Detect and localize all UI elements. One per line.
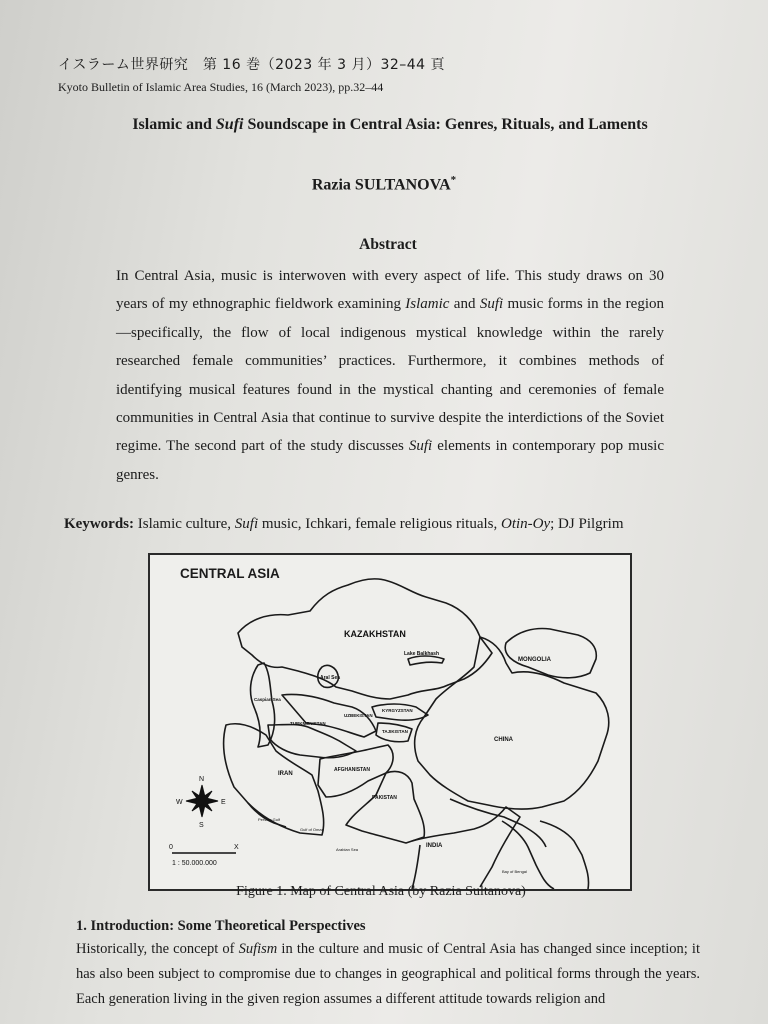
- title-part-2: Soundscape in Central Asia: Genres, Rituals, and Laments: [243, 116, 648, 133]
- abstract-italic-3: Sufi: [408, 438, 433, 455]
- label-persian-gulf: Persian Gulf: [258, 817, 281, 822]
- label-iran: IRAN: [278, 771, 293, 777]
- label-gulf-of-oman: Gulf of Oman: [300, 827, 324, 832]
- abstract-italic-2: Sufi: [479, 296, 504, 313]
- abstract-text-1: In Central Asia, music is interwoven with every aspect of life. This study draws on 30 years of my ethnographic fieldwork examining: [116, 268, 664, 313]
- persian-gulf-coast: [248, 803, 286, 827]
- caspian-sea-outline: [251, 663, 275, 747]
- label-bay-of-bengal: Bay of Bengal: [502, 869, 527, 874]
- author-name: [0, 174, 768, 194]
- label-mongolia: MONGOLIA: [518, 657, 551, 663]
- abstract-body: [116, 262, 664, 489]
- abstract-text-4: elements in contemporary pop music genres.: [116, 438, 665, 483]
- label-india: INDIA: [426, 843, 443, 849]
- figure-caption: Figure 1. Map of Central Asia (by Razia Sultanova): [236, 884, 526, 899]
- map-drawing: [150, 555, 630, 889]
- central-asia-map-figure: [148, 553, 632, 891]
- title-part-1: Islamic and: [132, 116, 216, 133]
- label-kyrgyzstan: KYRGYZSTAN: [382, 708, 413, 713]
- keywords-line: [64, 516, 744, 533]
- label-turkmenistan: TURKMENISTAN: [290, 721, 326, 726]
- section-heading-introduction: 1. Introduction: Some Theoretical Perspectives: [76, 918, 366, 934]
- keyword-text-3: ; DJ Pilgrim: [550, 516, 624, 532]
- keyword-text-2: music, Ichkari, female religious rituals,: [258, 516, 501, 532]
- label-arabian-sea: Arabian Sea: [336, 847, 359, 852]
- mongolia-outline: [505, 629, 596, 678]
- compass-rose: [186, 785, 218, 817]
- keywords-label: Keywords:: [64, 516, 134, 532]
- compass-s: S: [199, 822, 204, 829]
- abstract-heading: Abstract: [359, 236, 417, 253]
- keyword-italic-2: Otin-Oy: [500, 516, 551, 532]
- paper-title: [40, 116, 740, 134]
- compass-n: N: [199, 776, 205, 783]
- intro-text-2: in the culture and music of Central Asia has changed since inception; it has also been subject to compromise due to changes in geographical and political forms through the years. Each generation living in the given region assumes a different attitude towards religion and: [76, 941, 700, 1007]
- keyword-text-1: Islamic culture,: [134, 516, 235, 532]
- author-text: Razia SULTANOVA: [311, 176, 451, 194]
- label-aral-sea: Aral Sea: [320, 675, 341, 681]
- label-kazakhstan: KAZAKHSTAN: [344, 629, 406, 639]
- abstract-italic-1: Islamic: [405, 296, 450, 313]
- keyword-italic-1: Sufi: [234, 516, 259, 532]
- journal-header-english: Kyoto Bulletin of Islamic Area Studies, 16 (March 2023), pp.32–44: [58, 80, 384, 94]
- label-tajikistan: TAJIKISTAN: [382, 729, 408, 734]
- map-title: CENTRAL ASIA: [180, 566, 280, 581]
- label-china: CHINA: [494, 737, 513, 743]
- title-italic: Sufi: [215, 116, 244, 133]
- label-caspian-sea: Caspian Sea: [254, 697, 281, 702]
- label-pakistan: PAKISTAN: [372, 795, 397, 801]
- lake-balkhash-outline: [408, 656, 444, 665]
- pakistan-outline: [346, 771, 424, 843]
- china-outline: [415, 637, 609, 809]
- label-lake-balkhash: Lake Balkhash: [404, 651, 440, 657]
- abstract-text-2: and: [449, 296, 480, 313]
- scale-x: X: [234, 844, 239, 851]
- intro-text-1: Historically, the concept of: [76, 941, 239, 957]
- introduction-body: [76, 937, 700, 1012]
- compass-e: E: [221, 799, 226, 806]
- label-uzbekistan: UZBEKISTAN: [344, 713, 373, 718]
- label-afghanistan: AFGHANISTAN: [334, 767, 371, 773]
- scale-ratio: 1 : 50.000.000: [172, 860, 217, 867]
- abstract-text-3: music forms in the region—specifically, the flow of local indigenous mystical knowledge within the rarely researched female communities’ practices. Furthermore, it combines methods of identifying musical features found in the mystical chanting and ceremonies of female communities in Central Asia that continue to survive despite the interdictions of the Soviet regime. The second part of the study discusses: [116, 296, 664, 455]
- author-footnote-mark: *: [450, 174, 457, 186]
- compass-w: W: [176, 799, 183, 806]
- bangladesh-outline: [502, 821, 589, 889]
- intro-italic-1: Sufism: [238, 941, 278, 957]
- scale-zero: 0: [169, 844, 173, 851]
- journal-header-japanese: イスラーム世界研究 第 16 巻（2023 年 3 月）32–44 頁: [58, 57, 446, 73]
